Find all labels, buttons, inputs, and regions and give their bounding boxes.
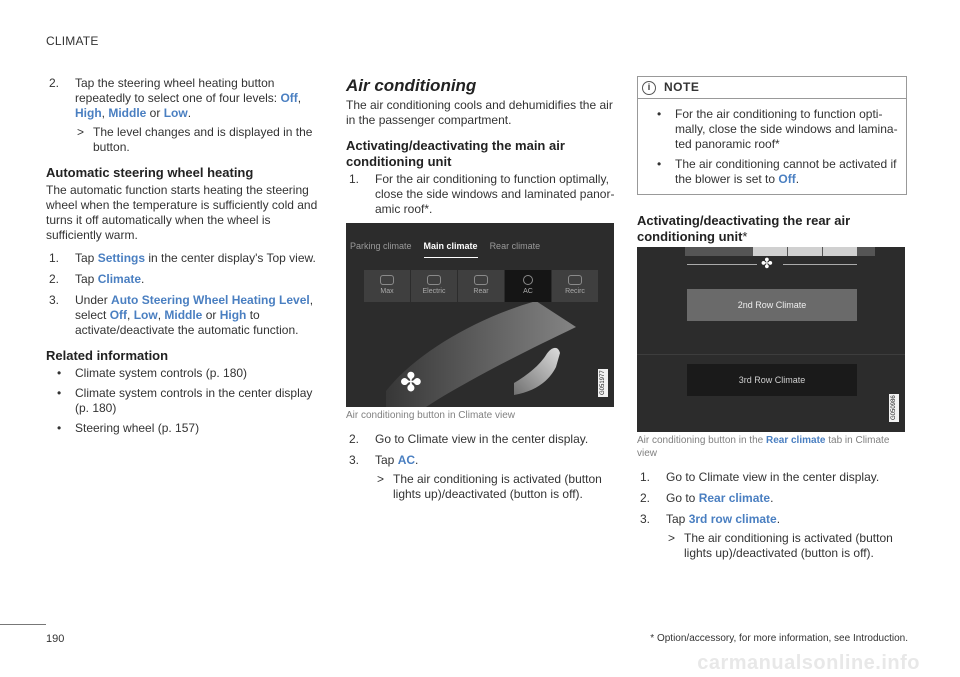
text-period: . <box>415 453 419 467</box>
text-or: or <box>202 308 220 322</box>
level-low: Low <box>133 308 158 322</box>
button-label: Recirc <box>565 288 585 295</box>
figure-caption: Air conditioning button in Climate view <box>346 410 515 421</box>
note-box <box>637 76 907 195</box>
step-text: to activate/deactivate the automatic function. <box>75 308 299 337</box>
result-arrow: > <box>77 125 85 139</box>
footer-rule <box>0 624 46 625</box>
bullet-dot: • <box>657 157 662 171</box>
rear-climate-label: Rear climate <box>698 491 771 505</box>
step-2-result <box>46 125 323 155</box>
settings-label: Settings <box>97 251 146 265</box>
slider-line-right <box>783 264 857 265</box>
auto-step-1 <box>46 251 323 266</box>
note-item <box>646 157 898 187</box>
step-3 <box>637 512 907 527</box>
tab-segment <box>823 247 857 256</box>
text-go: Go to <box>666 491 699 505</box>
tab-segment <box>788 247 822 256</box>
main-unit-heading: Activating/deactivating the main air conditioning unit <box>346 138 565 169</box>
figure-id: G050986 <box>891 395 897 421</box>
button-label: Max <box>380 288 394 295</box>
3rd-row-climate-button[interactable]: 3rd Row Climate <box>687 364 857 396</box>
rear-climate-figure <box>637 247 905 432</box>
climate-label: Climate <box>97 272 142 286</box>
step-number: 3. <box>640 512 651 526</box>
level-middle: Middle <box>164 308 203 322</box>
rear-climate-label: Rear climate <box>765 435 826 446</box>
intro-text: The air conditioning cools and dehumidifies the air in the passenger compartment. <box>346 98 613 127</box>
auto-level-label: Auto Steering Wheel Heating Level <box>111 293 310 307</box>
recirc-button[interactable] <box>552 270 598 302</box>
level-off: Off <box>280 91 298 105</box>
level-high: High <box>75 106 102 120</box>
tab-main-climate[interactable]: Main climate <box>424 239 478 258</box>
note-item <box>646 107 898 152</box>
figure-caption <box>637 434 907 460</box>
text-period: . <box>141 272 145 286</box>
level-middle: Middle <box>108 106 147 120</box>
step-3 <box>346 453 616 468</box>
step-text: Go to Climate view in the center display. <box>666 470 880 484</box>
section-header: CLIMATE <box>46 34 99 48</box>
related-item[interactable] <box>46 366 323 381</box>
page-number: 190 <box>46 633 65 645</box>
climate-tabs <box>350 239 552 258</box>
text-period: . <box>770 491 774 505</box>
related-item[interactable] <box>46 421 323 436</box>
footnote: * Option/accessory, for more information, see Introduction. <box>650 633 908 644</box>
2nd-row-climate-button[interactable]: 2nd Row Climate <box>687 289 857 321</box>
note-text: The air conditioning cannot be activated if the blower is set to <box>675 157 897 186</box>
level-low: Low <box>163 106 188 120</box>
related-item[interactable] <box>46 386 323 416</box>
text-tap: Tap <box>75 251 98 265</box>
tab-strip <box>685 247 875 256</box>
bullet-dot: • <box>57 386 62 400</box>
note-text: For the air conditioning to function optimally, close the side windows and laminated panoramic roof* <box>675 107 898 151</box>
ac-button[interactable] <box>505 270 551 302</box>
climate-view-figure <box>346 223 614 407</box>
step-number: 3. <box>349 453 360 467</box>
related-link[interactable]: Climate system controls (p. 180) <box>75 366 248 380</box>
result-arrow: > <box>377 472 385 486</box>
caption-text: tab in Climate view <box>637 435 890 459</box>
climate-button-row <box>364 270 599 302</box>
blower-off-label: Off <box>778 172 796 186</box>
related-heading: Related information <box>46 348 169 363</box>
text-tap: Tap <box>375 453 398 467</box>
step-number: 2. <box>349 432 360 446</box>
text-period: . <box>776 512 781 526</box>
button-label: Electric <box>422 288 446 295</box>
result-text: The air conditioning is activated (button lights up)/deactivated (button is off). <box>684 531 893 560</box>
step-number: 2. <box>640 491 651 505</box>
column-middle <box>346 76 616 508</box>
result-arrow: > <box>668 531 676 545</box>
heading-text: Activating/deactivating the rear air conditioning unit <box>637 213 851 244</box>
step-number: 1. <box>349 172 360 186</box>
step-1 <box>346 172 616 217</box>
note-header <box>638 77 906 99</box>
column-left <box>46 76 323 441</box>
step-text: in the center display's Top view. <box>145 251 316 265</box>
result-text: The air conditioning is activated (button lights up)/deactivated (button is off). <box>393 472 602 501</box>
slider-line-left <box>687 264 757 265</box>
step-text: For the air conditioning to function optimally, close the side windows and laminated panoramic roof*. <box>375 172 615 216</box>
related-link[interactable]: Steering wheel (p. 157) <box>75 421 200 435</box>
ac-label: AC <box>397 453 416 467</box>
step-3-result <box>346 472 616 502</box>
text-tap: Tap <box>666 512 689 526</box>
auto-step-2 <box>46 272 323 287</box>
note-title: NOTE <box>664 80 700 94</box>
step-number: 2. <box>49 272 60 286</box>
text-or: or <box>146 106 164 120</box>
step-number: 1. <box>640 470 651 484</box>
step-number: 3. <box>49 293 60 307</box>
level-off: Off <box>109 308 128 322</box>
step-2 <box>637 491 907 506</box>
related-link[interactable]: Climate system controls in the center display (p. 180) <box>75 386 313 415</box>
caption-text: Air conditioning button in the <box>637 435 766 446</box>
button-label: Rear <box>473 288 489 295</box>
auto-heading: Automatic steering wheel heating <box>46 165 254 180</box>
fan-icon[interactable]: ✤ <box>761 255 773 271</box>
tab-rear-climate[interactable]: Rear climate <box>489 241 541 251</box>
step-text: Tap the steering wheel heating button repeatedly to select one of four levels: <box>75 76 281 105</box>
column-right <box>637 76 907 567</box>
electric-defrost-button[interactable] <box>411 270 457 302</box>
rear-unit-heading <box>637 213 907 245</box>
button-label: AC <box>523 288 533 295</box>
figure-id: G051977 <box>600 370 606 396</box>
result-text: The level changes and is displayed in the button. <box>93 125 313 154</box>
section-title: Air conditioning <box>346 76 477 95</box>
option-marker: * <box>742 229 748 244</box>
bullet-dot: • <box>57 366 62 380</box>
auto-body: The automatic function starts heating the steering wheel when the temperature is sufficiently cold and turns it off automatically when the wheel is sufficiently warm. <box>46 183 318 242</box>
auto-step-3: 3. Under Auto Steering Wheel Heating Level, select Off, Low, Middle or High to activate/deactivate the automatic function. <box>49 293 314 337</box>
bullet-dot: • <box>57 421 62 435</box>
text-tap: Tap <box>75 272 98 286</box>
step-3-result <box>637 531 907 561</box>
fan-icon[interactable]: ✤ <box>400 367 422 397</box>
step-number: 1. <box>49 251 60 265</box>
3rd-row-label: 3rd row climate <box>688 512 777 526</box>
watermark: carmanualsonline.info <box>697 652 920 674</box>
step-1 <box>637 470 907 485</box>
text-select: , select <box>75 293 314 322</box>
info-icon: i <box>642 81 656 95</box>
text-period: . <box>795 172 800 186</box>
step-2 <box>346 432 616 447</box>
note-body <box>638 99 906 194</box>
level-high: High <box>219 308 247 322</box>
rear-defrost-button[interactable] <box>458 270 504 302</box>
max-defrost-button[interactable] <box>364 270 410 302</box>
text-under: Under <box>75 293 112 307</box>
tab-parking-climate[interactable]: Parking climate <box>350 241 412 251</box>
step-number: 2. <box>49 76 60 90</box>
step-text: Go to Climate view in the center display. <box>375 432 589 446</box>
divider <box>637 354 905 355</box>
bullet-dot: • <box>657 107 662 121</box>
step-2: 2. Tap the steering wheel heating button repeatedly to select one of four levels: Off, High, Middle or Low. <box>49 76 302 120</box>
